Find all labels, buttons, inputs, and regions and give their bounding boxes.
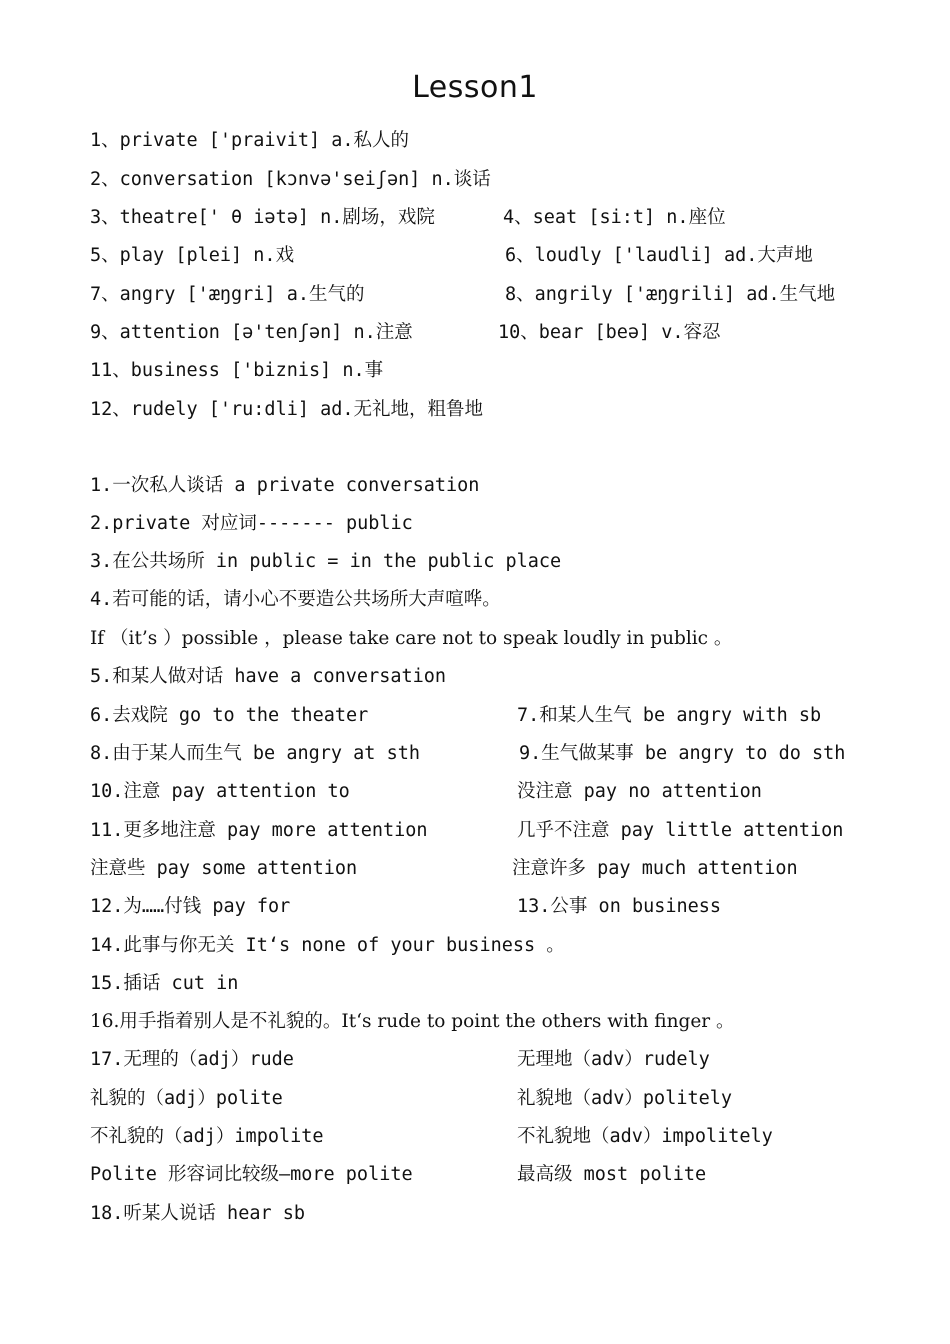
note-line-left: If （it’s ）possible ，please take care not to speak loudly in public 。 [90, 628, 733, 649]
note-line-left: 6.去戏院 go to the theater [90, 705, 369, 726]
vocab-line [0, 241, 950, 271]
vocab-line-left: 11、business ['biznis] n.事 [90, 360, 384, 381]
note-line-left: 16.用手指着别人是不礼貌的。It‘s rude to point the others with finger 。 [90, 1011, 735, 1032]
note-line-right: 几乎不注意 pay little attention [517, 820, 844, 841]
note-line-right: 最高级 most polite [517, 1164, 707, 1185]
note-line-left: 14.此事与你无关 It‘s none of your business 。 [90, 935, 565, 956]
note-line [0, 585, 950, 615]
note-line [0, 739, 950, 769]
note-line [0, 471, 950, 501]
note-line [0, 931, 950, 961]
note-line-left: 8.由于某人而生气 be angry at sth [90, 743, 420, 764]
note-line-left: 3.在公共场所 in public = in the public place [90, 551, 562, 572]
note-line [0, 854, 950, 884]
note-line-right: 注意许多 pay much attention [512, 858, 798, 879]
note-line-right: 7.和某人生气 be angry with sb [517, 705, 822, 726]
note-line [0, 1084, 950, 1114]
vocab-line-right: 6、loudly ['laudli] ad.大声地 [505, 245, 813, 266]
note-line [0, 816, 950, 846]
vocab-line-left: 5、play [plei] n.戏 [90, 245, 295, 266]
note-line-right: 礼貌地（adv）politely [517, 1088, 733, 1109]
vocab-line [0, 318, 950, 348]
note-line-left: 15.插话 cut in [90, 973, 239, 994]
vocab-line-left: 2、conversation [kɔnvə'seiʃən] n.谈话 [90, 169, 491, 190]
note-line-left: 12.为……付钱 pay for [90, 896, 291, 917]
note-line [0, 1199, 950, 1229]
note-line-left: 10.注意 pay attention to [90, 781, 350, 802]
vocab-line [0, 356, 950, 386]
vocab-line [0, 203, 950, 233]
vocab-line-left: 3、theatre[' θ iətə] n.剧场，戏院 [90, 207, 435, 228]
note-line-right: 没注意 pay no attention [517, 781, 762, 802]
note-line [0, 969, 950, 999]
note-line-left: 18.听某人说话 hear sb [90, 1203, 306, 1224]
note-line-left: 不礼貌的（adj）impolite [90, 1126, 324, 1147]
vocab-line-left: 12、rudely ['ru:dli] ad.无礼地，粗鲁地 [90, 399, 484, 420]
note-line-right: 13.公事 on business [517, 896, 722, 917]
note-line-right: 无理地（adv）rudely [517, 1049, 710, 1070]
note-line [0, 777, 950, 807]
note-line [0, 624, 950, 654]
note-line-left: 4.若可能的话，请小心不要造公共场所大声喧哗。 [90, 589, 501, 610]
note-line [0, 509, 950, 539]
note-line [0, 1045, 950, 1075]
page-title: Lesson1 [412, 70, 538, 105]
note-line [0, 892, 950, 922]
vocab-line-right: 10、bear [beə] v.容忍 [498, 322, 721, 343]
note-line [0, 1160, 950, 1190]
vocab-line-left: 1、private ['praivit] a.私人的 [90, 130, 410, 151]
note-line-left: 2.private 对应词------- public [90, 513, 413, 534]
note-line [0, 1122, 950, 1152]
note-line [0, 701, 950, 731]
vocab-line-left: 7、angry ['æŋgri] a.生气的 [90, 284, 365, 305]
note-line-left: 注意些 pay some attention [90, 858, 358, 879]
note-line [0, 547, 950, 577]
note-line [0, 1007, 950, 1037]
note-line-right: 9.生气做某事 be angry to do sth [519, 743, 846, 764]
vocab-line [0, 280, 950, 310]
note-line-left: 1.一次私人谈话 a private conversation [90, 475, 480, 496]
vocab-line-right: 8、angrily ['æŋgrili] ad.生气地 [505, 284, 836, 305]
note-line [0, 662, 950, 692]
note-line-left: 17.无理的（adj）rude [90, 1049, 294, 1070]
vocab-line [0, 395, 950, 425]
note-line-left: 5.和某人做对话 have a conversation [90, 666, 447, 687]
vocab-line-right: 4、seat [si:t] n.座位 [503, 207, 726, 228]
vocab-line-left: 9、attention [ə'tenʃən] n.注意 [90, 322, 413, 343]
note-line-left: Polite 形容词比较级—more polite [90, 1164, 413, 1185]
vocab-line [0, 126, 950, 156]
note-line-left: 礼貌的（adj）polite [90, 1088, 283, 1109]
note-line-right: 不礼貌地（adv）impolitely [517, 1126, 773, 1147]
vocab-line [0, 165, 950, 195]
note-line-left: 11.更多地注意 pay more attention [90, 820, 428, 841]
